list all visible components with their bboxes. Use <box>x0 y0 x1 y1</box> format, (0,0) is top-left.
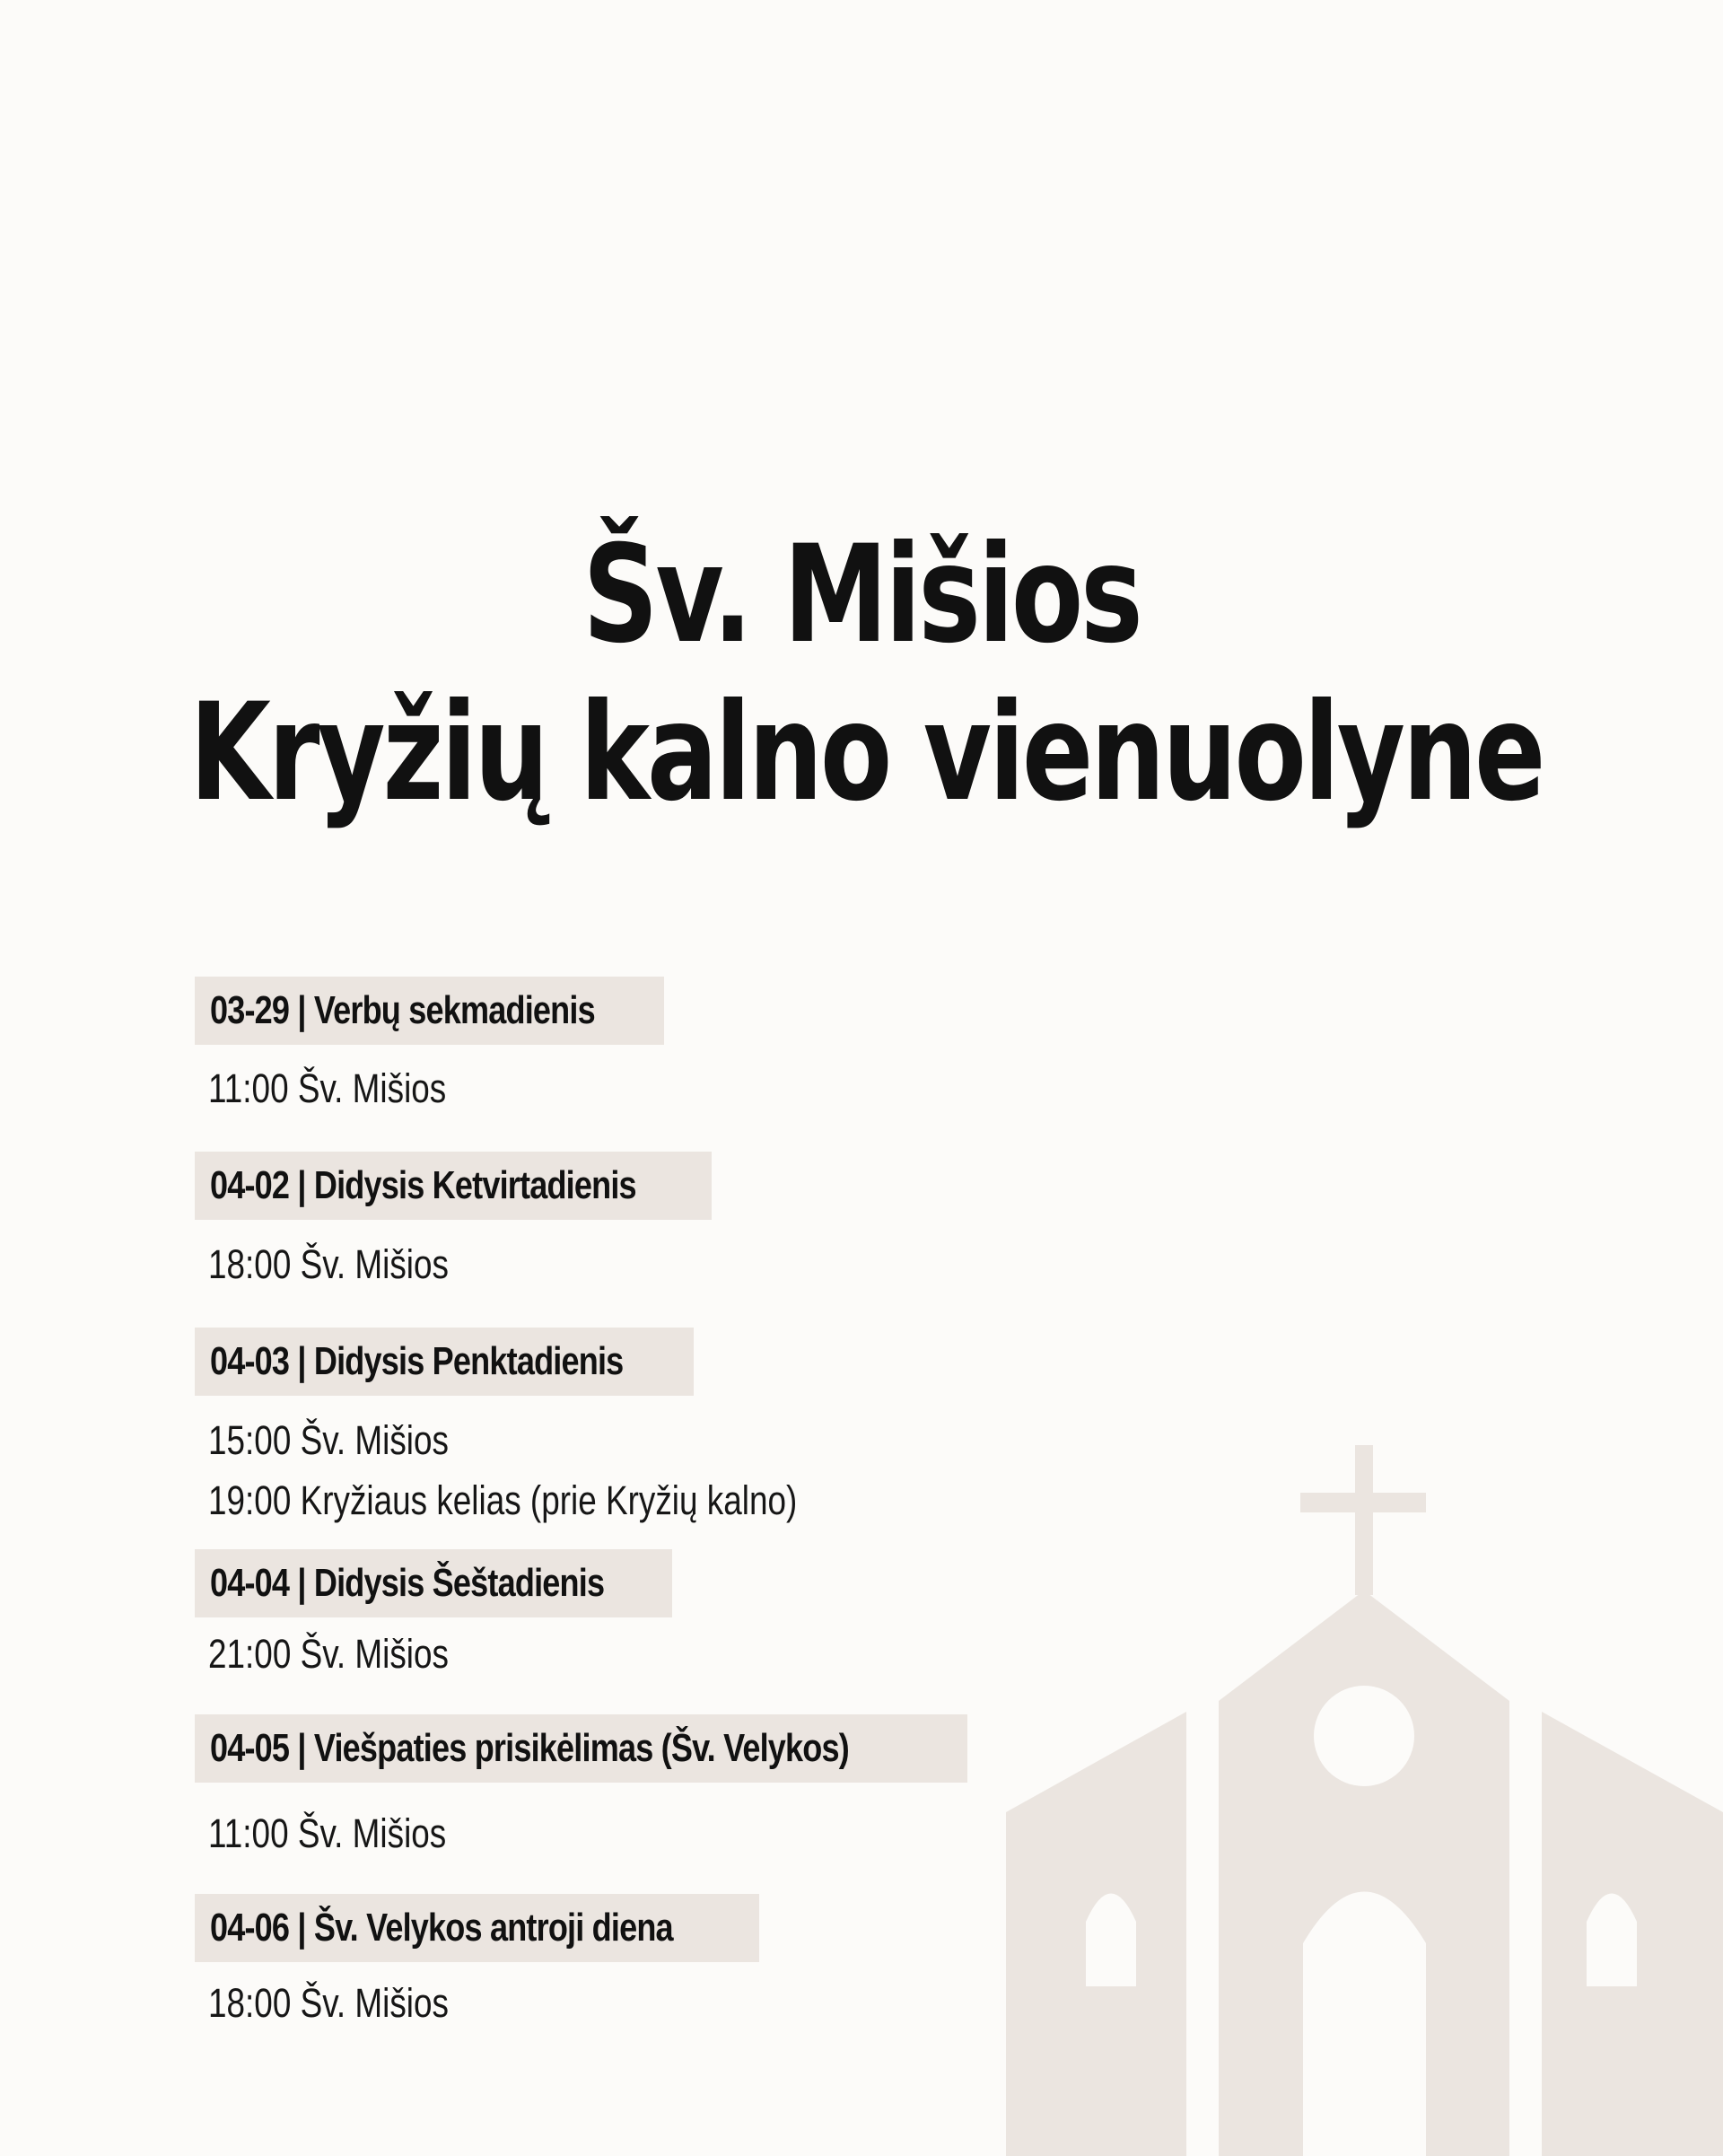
date-label <box>195 1549 672 1617</box>
date-heading: 04-06 | Šv. Velykos antroji diena <box>210 1906 673 1950</box>
date-label <box>195 1328 694 1396</box>
date-label <box>195 1714 967 1783</box>
schedule-item-04-02 <box>195 1152 1272 1287</box>
date-heading: 04-03 | Didysis Penktadienis <box>210 1339 624 1383</box>
service-time: 11:00 Šv. Mišios <box>208 1810 447 1856</box>
date-heading: 03-29 | Verbų sekmadienis <box>210 988 595 1032</box>
schedule-item-04-04 <box>195 1549 1272 1677</box>
date-heading: 04-04 | Didysis Šeštadienis <box>210 1561 605 1605</box>
service-time: 15:00 Šv. Mišios <box>208 1417 449 1463</box>
date-label <box>195 1152 712 1220</box>
page-title <box>189 516 1544 832</box>
service-time: 19:00 Kryžiaus kelias (prie Kryžių kalno) <box>208 1477 798 1523</box>
schedule-item-03-29 <box>195 977 1272 1111</box>
service-time: 18:00 Šv. Mišios <box>208 1980 449 2026</box>
service-time: 21:00 Šv. Mišios <box>208 1631 449 1677</box>
date-heading: 04-02 | Didysis Ketvirtadienis <box>210 1163 636 1207</box>
schedule-item-04-05 <box>195 1714 1272 1856</box>
date-label <box>195 977 664 1045</box>
schedule-item-04-06 <box>195 1894 1272 2026</box>
cross-icon <box>1355 1445 1373 1595</box>
service-time: 11:00 Šv. Mišios <box>208 1065 447 1111</box>
page-title-line-1: Šv. Mišios <box>582 517 1141 673</box>
service-time: 18:00 Šv. Mišios <box>208 1241 449 1287</box>
schedule-item-04-03 <box>195 1328 1272 1523</box>
date-label <box>195 1894 759 1962</box>
page-title-line-2: Kryžių kalno vienuolyne <box>189 675 1544 831</box>
date-heading: 04-05 | Viešpaties prisikėlimas (Šv. Velykos) <box>210 1726 849 1770</box>
church-icon <box>1001 1441 1723 2156</box>
